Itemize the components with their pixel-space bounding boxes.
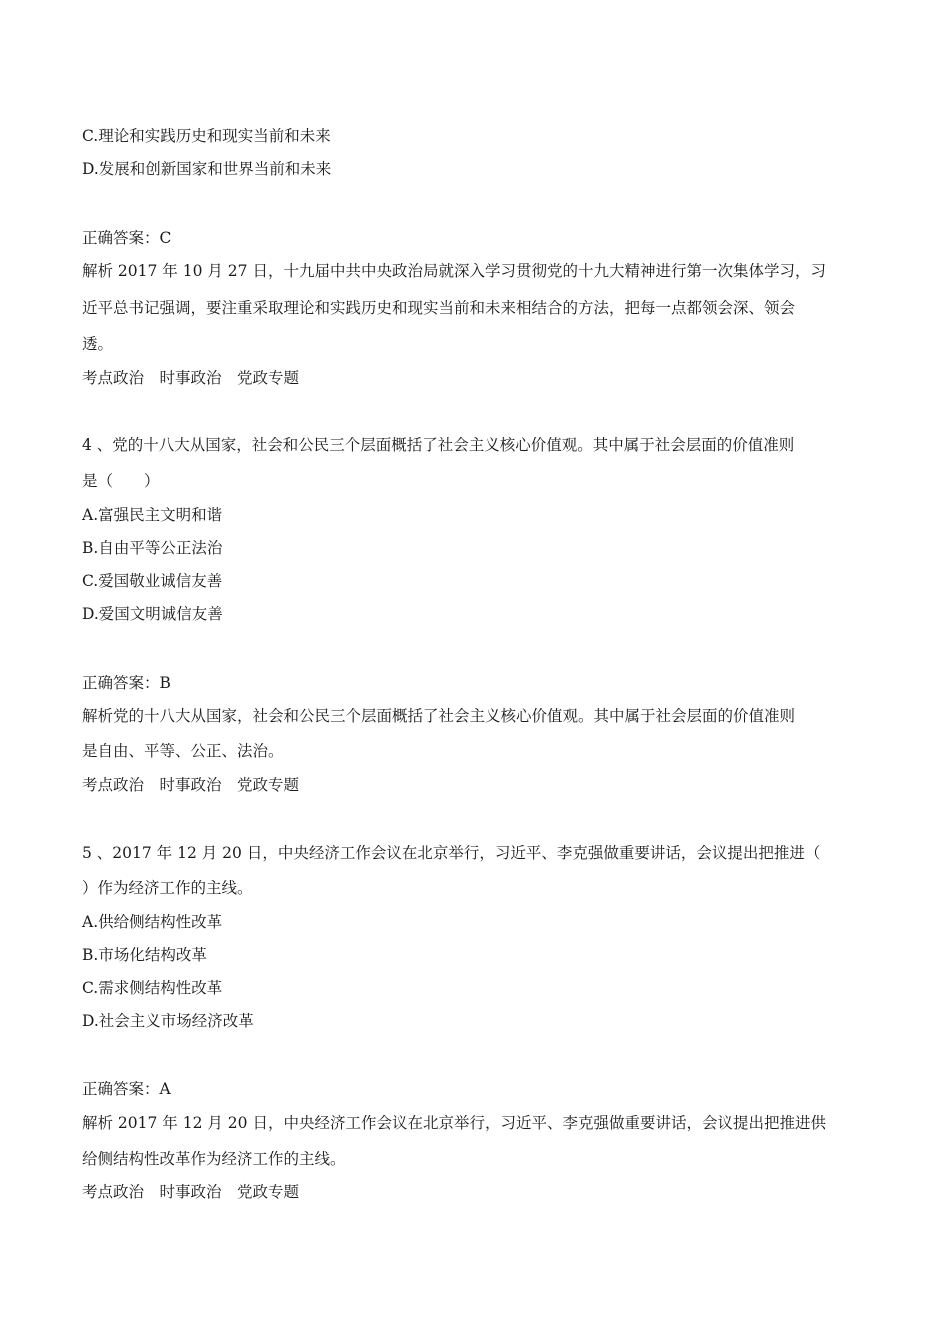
- q5-tags: 考点政治 时事政治 党政专题: [82, 1183, 300, 1201]
- q4-tags: 考点政治 时事政治 党政专题: [82, 776, 300, 794]
- q4-explanation-line1: 解析党的十八大从国家，社会和公民三个层面概括了社会主义核心价值观。其中属于社会层面的价值准则: [82, 707, 796, 725]
- q5-stem-line1: 5 、2017 年 12 月 20 日，中央经济工作会议在北京举行，习近平、李克强做重要讲话，会议提出把推进（: [82, 844, 821, 862]
- q4-answer: 正确答案：B: [82, 674, 171, 692]
- q5-option-b: B.市场化结构改革: [82, 946, 207, 964]
- q5-explanation-line2: 给侧结构性改革作为经济工作的主线。: [82, 1150, 346, 1168]
- q3-explanation-line1: 解析 2017 年 10 月 27 日，十九届中共中央政治局就深入学习贯彻党的十九大精神进行第一次集体学习，习: [82, 262, 826, 280]
- q4-option-b: B.自由平等公正法治: [82, 539, 223, 557]
- q3-option-d: D.发展和创新国家和世界当前和未来: [82, 160, 332, 178]
- q5-option-a: A.供给侧结构性改革: [82, 913, 223, 931]
- q5-answer: 正确答案：A: [82, 1080, 171, 1098]
- q5-option-d: D.社会主义市场经济改革: [82, 1012, 254, 1030]
- q3-explanation-line3: 透。: [82, 335, 114, 353]
- q4-explanation-line2: 是自由、平等、公正、法治。: [82, 742, 284, 760]
- q5-stem-line2: ）作为经济工作的主线。: [82, 879, 253, 897]
- q4-option-d: D.爱国文明诚信友善: [82, 605, 223, 623]
- q4-option-c: C.爱国敬业诚信友善: [82, 572, 223, 590]
- q4-stem-line1: 4 、党的十八大从国家，社会和公民三个层面概括了社会主义核心价值观。其中属于社会层面的价值准则: [82, 436, 795, 454]
- q4-option-a: A.富强民主文明和谐: [82, 506, 223, 524]
- q4-stem-line2: 是（ ）: [82, 472, 160, 490]
- q5-explanation-line1: 解析 2017 年 12 月 20 日，中央经济工作会议在北京举行，习近平、李克强做重要讲话，会议提出把推进供: [82, 1114, 826, 1132]
- q3-answer: 正确答案：C: [82, 229, 172, 247]
- q3-explanation-line2: 近平总书记强调，要注重采取理论和实践历史和现实当前和未来相结合的方法，把每一点都领会深、领会: [82, 299, 796, 317]
- q3-option-c: C.理论和实践历史和现实当前和未来: [82, 127, 331, 145]
- q5-option-c: C.需求侧结构性改革: [82, 979, 223, 997]
- q3-tags: 考点政治 时事政治 党政专题: [82, 369, 300, 387]
